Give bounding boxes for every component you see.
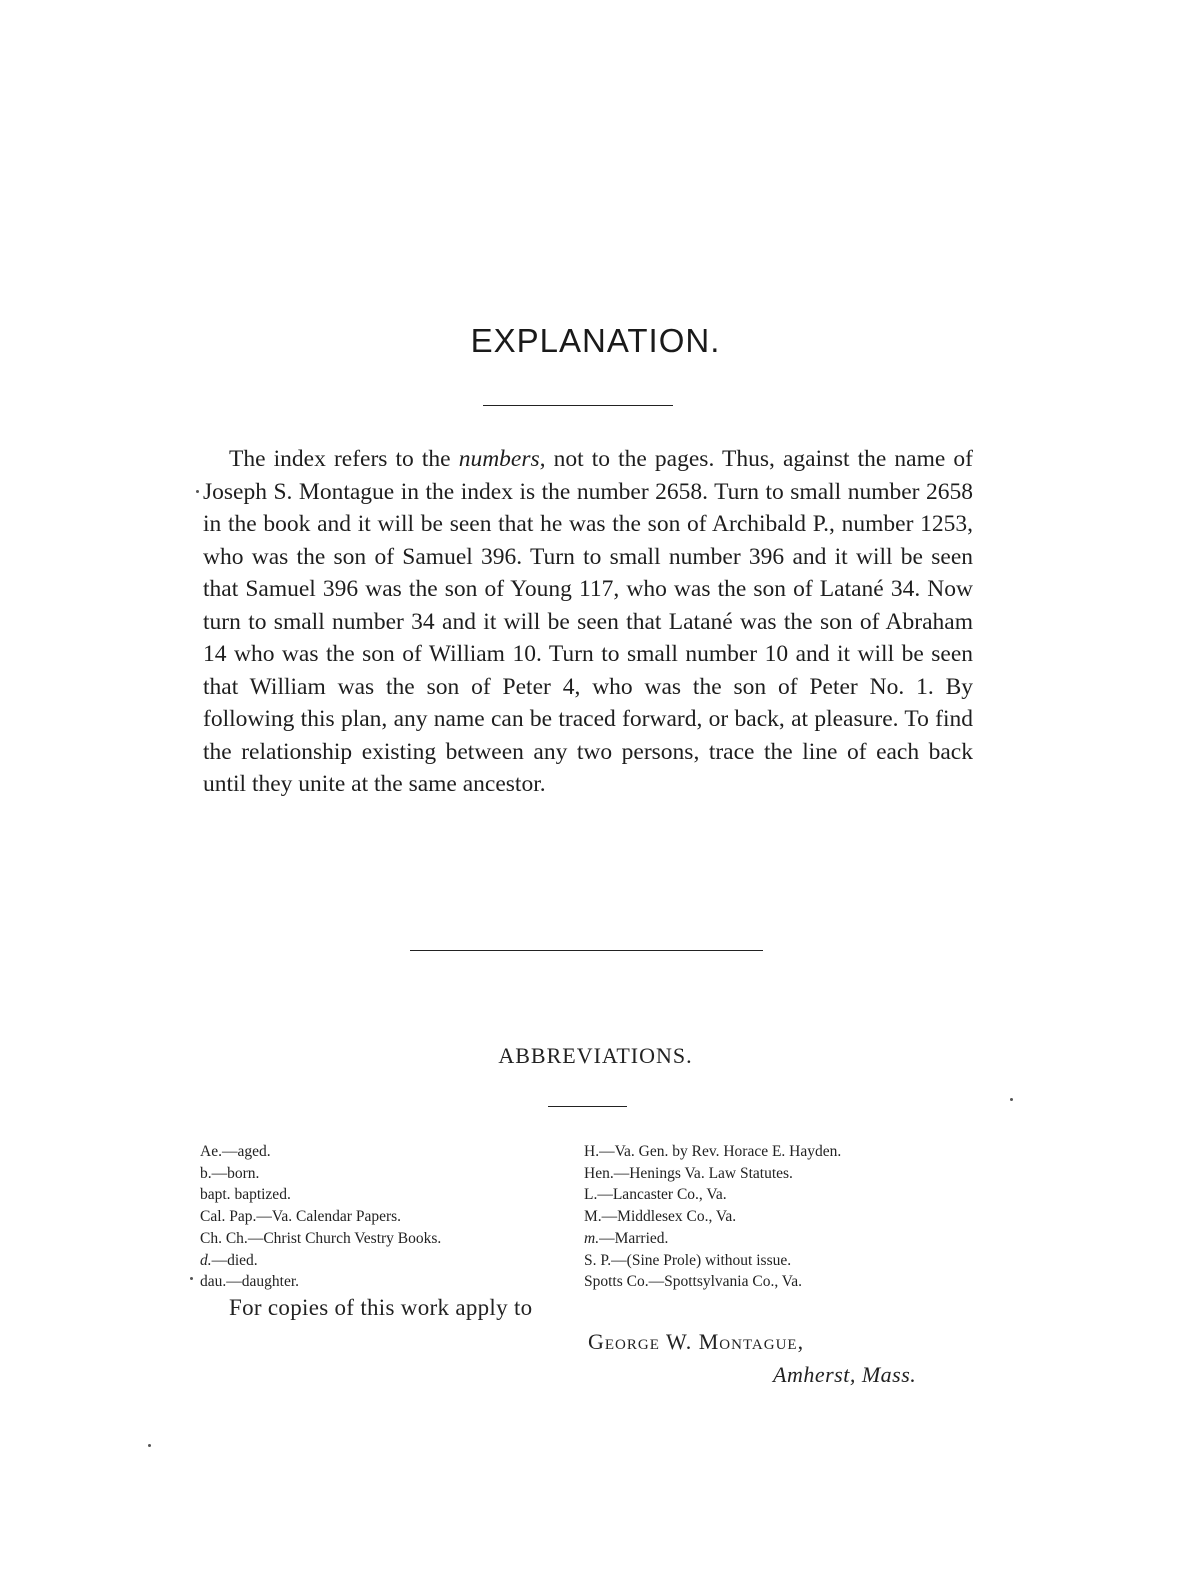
publisher-name: George W. Montague,	[588, 1329, 805, 1354]
abbreviation-meaning: —Lancaster Co., Va.	[597, 1186, 727, 1204]
heading-divider	[483, 405, 673, 406]
abbreviation-term: Cal. Pap.	[200, 1208, 257, 1226]
abbreviation-term: Ae.	[200, 1143, 222, 1160]
abbreviation-entry	[200, 1250, 560, 1272]
abbreviation-entry	[584, 1206, 964, 1228]
abbreviation-term: M.	[584, 1208, 602, 1226]
abbreviations-right-column	[584, 1141, 964, 1293]
abbreviation-meaning: —Henings Va. Law Statutes.	[613, 1164, 793, 1182]
abbreviation-term: bapt.	[200, 1186, 231, 1204]
print-speck	[196, 490, 199, 493]
abbreviation-meaning: —Middlesex Co., Va.	[601, 1208, 737, 1226]
explanation-text-rest: not to the pages. Thus, against the name of Joseph S. Montague in the index is the number 2658. Turn to small number 2658 in the book and it will be seen that he was the son of Archibald P., number 1253, who was the son of Samuel 396. Turn to small number 396 and it will be seen that Samuel 396 was the son of Young 117, who was the son of Latané 34. Now turn to small number 34 and it will be seen that Latané was the son of Abraham 14 who was the son of William 10. Turn to small number 10 and it will be seen that William was the son of Peter 4, who was the son of Peter No. 1. By following this plan, any name can be traced forward, or back, at pleasure. To find the relationship existing between any two persons, trace the line of each back until they unite at the same ancestor.	[203, 446, 973, 797]
print-speck	[148, 1444, 151, 1447]
print-speck	[1010, 1098, 1013, 1101]
explanation-heading: EXPLANATION.	[470, 322, 721, 359]
explanation-paragraph	[203, 443, 973, 801]
abbreviation-meaning: baptized.	[230, 1186, 291, 1204]
abbreviation-term: d.	[200, 1251, 212, 1269]
abbreviation-meaning: —(Sine Prole) without issue.	[611, 1251, 792, 1269]
abbreviations-left-column	[200, 1141, 560, 1293]
abbreviation-entry	[584, 1141, 964, 1163]
abbreviation-entry	[200, 1228, 560, 1250]
abbreviation-entry	[584, 1228, 964, 1250]
abbreviation-term: Hen.	[584, 1164, 614, 1182]
abbreviation-term: H.	[584, 1143, 600, 1160]
abbreviation-term: m.	[584, 1229, 600, 1247]
explanation-text-start: The index refers to the	[229, 446, 459, 472]
abbreviations-divider	[548, 1106, 627, 1107]
abbreviation-term: Spotts Co.	[584, 1273, 649, 1291]
abbreviations-heading: ABBREVIATIONS.	[498, 1043, 693, 1068]
abbreviation-entry	[200, 1271, 560, 1293]
abbreviation-term: Ch. Ch.	[200, 1229, 248, 1247]
abbreviation-meaning: —Va. Gen. by Rev. Horace E. Hayden.	[599, 1143, 842, 1160]
abbreviation-entry	[200, 1206, 560, 1228]
abbreviation-entry	[200, 1141, 560, 1163]
abbreviation-meaning: —aged.	[221, 1143, 271, 1160]
abbreviation-meaning: —daughter.	[226, 1273, 300, 1291]
abbreviation-entry	[584, 1271, 964, 1293]
abbreviation-term: b.	[200, 1164, 212, 1182]
publisher-place: Amherst, Mass.	[773, 1362, 917, 1387]
abbreviation-meaning: —Spottsylvania Co., Va.	[648, 1273, 803, 1291]
abbreviation-term: dau.	[200, 1273, 227, 1291]
abbreviation-meaning: —Christ Church Vestry Books.	[247, 1229, 442, 1247]
section-divider	[410, 950, 763, 951]
abbreviation-meaning: —died.	[211, 1251, 258, 1269]
abbreviation-entry	[200, 1163, 560, 1185]
abbreviation-term: L.	[584, 1186, 598, 1204]
explanation-italic-word: numbers,	[458, 446, 546, 472]
abbreviation-entry	[584, 1163, 964, 1185]
copies-notice: For copies of this work apply to	[229, 1295, 533, 1320]
abbreviation-meaning: —born.	[211, 1164, 260, 1182]
abbreviation-entry	[584, 1250, 964, 1272]
abbreviation-entry	[584, 1184, 964, 1206]
abbreviation-entry	[200, 1184, 560, 1206]
abbreviation-meaning: —Va. Calendar Papers.	[256, 1208, 402, 1226]
print-speck	[190, 1277, 193, 1280]
abbreviation-term: S. P.	[584, 1251, 612, 1269]
abbreviation-meaning: —Married.	[599, 1229, 669, 1247]
